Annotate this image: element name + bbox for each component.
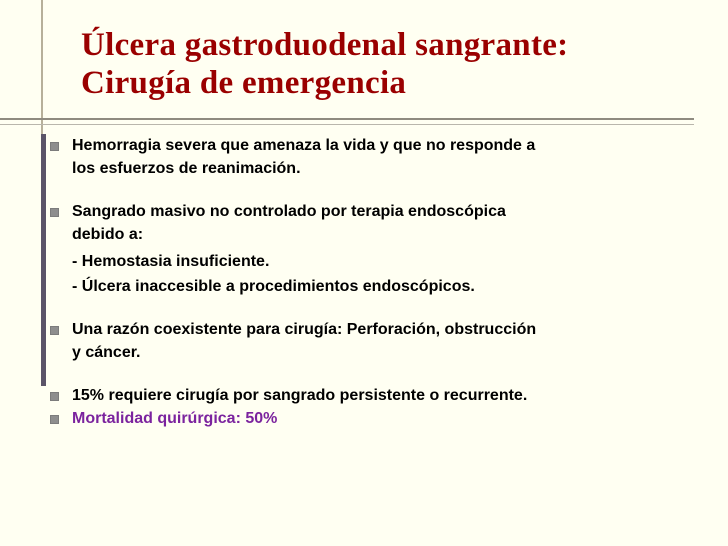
bullet-2-line-1: Sangrado masivo no controlado por terapia endoscópica: [72, 203, 506, 220]
title-line-2: Cirugía de emergencia: [81, 65, 407, 101]
spacer: [50, 364, 690, 384]
title-divider: [0, 118, 694, 128]
bullet-square-icon: [50, 142, 59, 151]
slide-title: [81, 26, 701, 102]
bullet-1-line-1: Hemorragia severa que amenaza la vida y que no responde a: [72, 137, 536, 154]
bullet-item-1: [50, 134, 690, 180]
bullet-square-icon: [50, 392, 59, 401]
bullet-2-line-4: - Úlcera inaccesible a procedimientos endoscópicos.: [72, 278, 475, 295]
spacer: [50, 180, 690, 200]
bullet-item-2: [50, 200, 690, 298]
bullet-square-icon: [50, 326, 59, 335]
bullet-square-icon: [50, 208, 59, 217]
bullet-square-icon: [50, 415, 59, 424]
bullet-3-line-1: Una razón coexistente para cirugía: Perforación, obstrucción: [72, 321, 537, 338]
bullet-item-5: [50, 407, 690, 430]
bullet-2-line-3: - Hemostasia insuficiente.: [72, 253, 270, 270]
bullet-item-3: [50, 318, 690, 364]
title-divider-line-top: [0, 118, 694, 120]
bullet-5-line-1: Mortalidad quirúrgica: 50%: [72, 410, 278, 427]
left-rule-accent: [41, 134, 46, 386]
bullet-3-line-2: y cáncer.: [72, 344, 141, 361]
title-divider-line-bottom: [0, 124, 694, 125]
bullet-item-4: [50, 384, 690, 407]
bullet-1-line-2: los esfuerzos de reanimación.: [72, 160, 301, 177]
bullet-4-line-1: 15% requiere cirugía por sangrado persistente o recurrente.: [72, 387, 528, 404]
bullet-2-line-2: debido a:: [72, 226, 144, 243]
spacer: [50, 298, 690, 318]
bullet-list: [50, 134, 690, 430]
title-line-1: Úlcera gastroduodenal sangrante:: [81, 27, 569, 63]
